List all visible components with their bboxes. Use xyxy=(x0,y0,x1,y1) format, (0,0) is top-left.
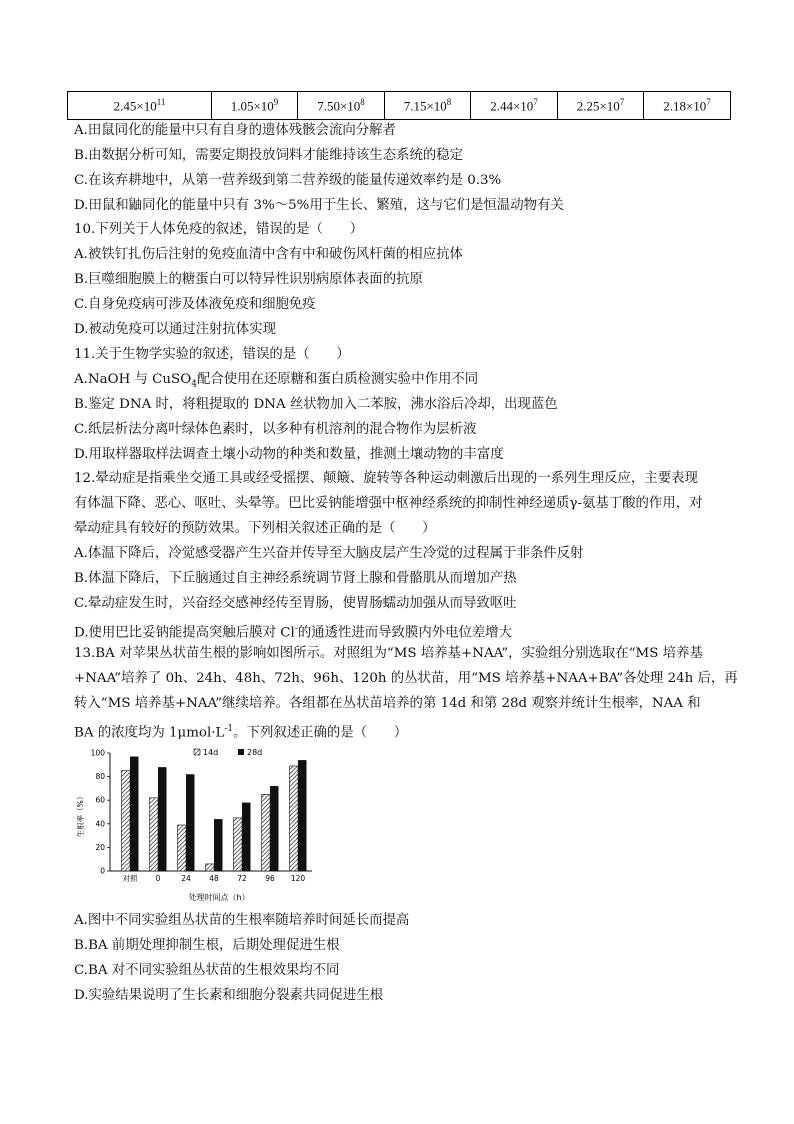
legend-label-14d: 14d xyxy=(203,748,219,757)
q12-stem-line-3: 晕动症具有较好的预防效果。下列相关叙述正确的是（ ） xyxy=(74,521,436,536)
table-cell: $2.45\times 10^{11}$ xyxy=(68,92,212,120)
table-cell: $2.44\times 10^7$ xyxy=(471,92,558,120)
q9-option-b: B.由数据分析可知，需要定期投放饲料才能维持该生态系统的稳定 xyxy=(74,148,464,163)
y-tick-label: 100 xyxy=(90,748,105,758)
q11-option-a: A.NaOH 与 CuSO$_4$配合使用在还原糖和蛋白质检测实验中作用不同 xyxy=(74,372,479,390)
q13-stem-line-4: BA 的浓度均为 $1\mu mol\cdot L^{-1}$。下列叙述正确的是（ ） xyxy=(74,724,408,741)
x-tick-label: 120 xyxy=(290,874,306,883)
bar-14d xyxy=(150,798,159,871)
bar-14d xyxy=(122,771,131,871)
bar-14d xyxy=(206,864,215,871)
bar-28d xyxy=(214,819,223,871)
chart-x-axis-label: 处理时间点（h） xyxy=(188,893,250,902)
table-cell: $7.15\times 10^8$ xyxy=(385,92,471,120)
x-tick-label: 24 xyxy=(181,874,191,883)
y-tick-label: 20 xyxy=(95,842,105,852)
q13-option-a: A.图中不同实验组丛状苗的生根率随培养时间延长而提高 xyxy=(74,913,410,928)
q13-stem-line-1: 13.BA 对苹果丛状苗生根的影响如图所示。对照组为“MS 培养基+NAA”，实验组分别选取在“MS 培养基 xyxy=(74,646,703,661)
q13-stem-line-2: +NAA”培养了 0h、24h、48h、72h、96h、120h 的丛状苗，用“MS 培养基+NAA+BA”各处理 24h 后，再 xyxy=(74,671,738,686)
bar-14d xyxy=(234,818,243,871)
bar-14d xyxy=(178,825,187,871)
q10-option-d: D.被动免疫可以通过注射抗体实现 xyxy=(74,322,276,337)
table-cell: $7.50\times 10^8$ xyxy=(298,92,385,120)
y-tick-label: 60 xyxy=(95,795,105,805)
q13-option-b: B.BA 前期处理抑制生根，后期处理促进生根 xyxy=(74,938,340,953)
q11-option-c: C.纸层析法分离叶绿体色素时，以多种有机溶剂的混合物作为层析液 xyxy=(74,422,477,437)
q10-stem: 10.下列关于人体免疫的叙述，错误的是（ ） xyxy=(74,222,364,237)
chart-legend xyxy=(194,748,262,757)
table-cell: $2.18\times 10^7$ xyxy=(644,92,731,120)
q9-option-d: D.田鼠和鼬同化的能量中只有 3%～5%用于生长、繁殖，这与它们是恒温动物有关 xyxy=(74,198,564,213)
x-tick-label: 72 xyxy=(237,874,247,883)
legend-swatch-28d xyxy=(238,749,244,755)
q13-option-d: D.实验结果说明了生长素和细胞分裂素共同促进生根 xyxy=(74,988,384,1003)
q10-option-a: A.被铁钉扎伤后注射的免疫血清中含有中和破伤风杆菌的相应抗体 xyxy=(74,247,463,262)
legend-label-28d: 28d xyxy=(247,748,263,757)
bar-28d xyxy=(130,757,139,871)
legend-swatch-14d xyxy=(194,749,200,755)
bar-28d xyxy=(158,767,167,871)
bar-28d xyxy=(242,803,251,871)
q10-option-b: B.巨噬细胞膜上的糖蛋白可以特异性识别病原体表面的抗原 xyxy=(74,272,423,287)
q9-option-c: C.在该弃耕地中，从第一营养级到第二营养级的能量传递效率约是 0.3% xyxy=(74,173,502,188)
q10-option-c: C.自身免疫病可涉及体液免疫和细胞免疫 xyxy=(74,297,316,312)
q9-option-a: A.田鼠同化的能量中只有自身的遗体残骸会流向分解者 xyxy=(74,123,396,138)
q12-option-a: A.体温下降后，冷觉感受器产生兴奋并传导至大脑皮层产生冷觉的过程属于非条件反射 xyxy=(74,546,584,561)
chart-y-axis-label: 生根率（%） xyxy=(76,792,85,838)
q12-option-c: C.晕动症发生时，兴奋经交感神经传至胃肠，使胃肠蠕动加强从而导致呕吐 xyxy=(74,596,517,611)
chart-bars xyxy=(122,757,307,871)
q12-stem-line-2: 有体温下降、恶心、呕吐、头晕等。巴比妥钠能增强中枢神经系统的抑制性神经递质γ-氨基丁酸的作用，对 xyxy=(74,496,703,511)
bar-28d xyxy=(298,760,307,871)
q12-option-d: D.使用巴比妥钠能提高突触后膜对 Cl-的通透性进而导致膜内外电位差增大 xyxy=(74,624,513,641)
y-tick-label: 80 xyxy=(95,772,105,782)
x-tick-label: 0 xyxy=(155,874,161,883)
table-row xyxy=(68,92,731,120)
x-tick-label: 对照 xyxy=(122,874,138,883)
energy-data-table xyxy=(67,91,731,120)
table-cell: $2.25\times 10^7$ xyxy=(558,92,644,120)
x-tick-label: 48 xyxy=(209,874,219,883)
bar-28d xyxy=(186,774,195,871)
y-tick-label: 0 xyxy=(100,866,105,876)
y-tick-label: 40 xyxy=(95,819,105,829)
q12-option-b: B.体温下降后，下丘脑通过自主神经系统调节肾上腺和骨骼肌从而增加产热 xyxy=(74,571,517,586)
q11-option-b: B.鉴定 DNA 时，将粗提取的 DNA 丝状物加入二苯胺，沸水浴后冷却，出现蓝色 xyxy=(74,397,558,412)
rooting-rate-bar-chart xyxy=(74,743,324,903)
q12-stem-line-1: 12.晕动症是指乘坐交通工具或经受摇摆、颠簸、旋转等各种运动刺激后出现的一系列生理反应，主要表现 xyxy=(74,471,698,486)
q11-stem: 11.关于生物学实验的叙述，错误的是（ ） xyxy=(74,347,350,362)
q13-stem-line-3: 转入“MS 培养基+NAA”继续培养。各组都在丛状苗培养的第 14d 和第 28d 观察并统计生根率，NAA 和 xyxy=(74,696,701,711)
q13-option-c: C.BA 对不同实验组丛状苗的生根效果均不同 xyxy=(74,963,340,978)
table-cell: $1.05\times 10^9$ xyxy=(212,92,298,120)
q11-option-d: D.用取样器取样法调查土壤小动物的种类和数量，推测土壤动物的丰富度 xyxy=(74,447,504,462)
bar-14d xyxy=(290,766,299,871)
bar-28d xyxy=(270,786,279,871)
bar-14d xyxy=(262,794,271,871)
x-tick-label: 96 xyxy=(265,874,275,883)
